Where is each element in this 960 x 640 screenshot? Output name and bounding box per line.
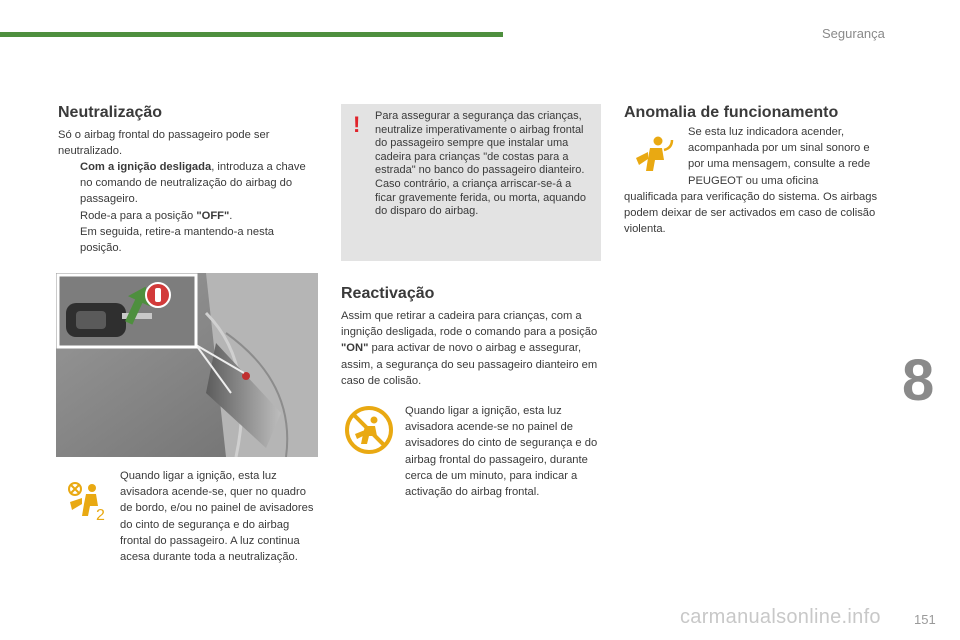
chapter-number: 8 — [902, 348, 935, 413]
watermark: carmanualsonline.info — [680, 606, 881, 628]
anomalia-text-indent: Se esta luz indicadora acender, acompanhada por um sinal sonoro e por uma mensagem, consulte a rede PEUGEOT ou uma oficina — [688, 126, 871, 187]
svg-text:2: 2 — [96, 507, 105, 522]
neutralizacao-steps — [58, 159, 308, 256]
step-3: Em seguida, retire-a mantendo-a nesta posição. — [80, 225, 275, 255]
airbag-switch-illustration — [56, 273, 318, 457]
page-number: 151 — [914, 612, 936, 627]
step-1: Com a ignição desligada, introduza a chave no comando de neutralização do airbag do passageiro. — [80, 161, 306, 206]
step-2: Rode-a para a posição "OFF". — [80, 209, 233, 222]
header-rule — [0, 32, 503, 37]
warning-text: Para assegurar a segurança das crianças, neutralize imperativamente o airbag frontal do passageiro sempre que instalar uma cadeira para crianças "de costas para a estrada" no banco do passageiro dianteiro. Caso contrário, a criança arriscar-se-á a ficar gravemente ferida, ou morta, aquando do disparo do airbag. — [375, 110, 586, 218]
airbag-fault-warning-icon — [632, 134, 676, 174]
neutralizacao-intro: Só o airbag frontal do passageiro pode ser neutralizado. — [58, 129, 270, 158]
child-safety-warning-box — [341, 104, 601, 261]
anomalia-title: Anomalia de funcionamento — [624, 104, 839, 121]
reactivacao-text: Assim que retirar a cadeira para crianças, com a ingnição desligada, rode o comando para a posição "ON" para activar de novo o airbag e assegurar, assim, a segurança do seu passageiro dianteiro em caso de colisão. — [341, 310, 598, 387]
anomalia-text-full: qualificada para verificação do sistema. Os airbags podem deixar de ser activados em caso de colisão violenta. — [624, 191, 878, 236]
airbag-on-warning-icon — [343, 404, 395, 456]
reactivacao-title: Reactivação — [341, 285, 435, 302]
reactivacao-light-text: Quando ligar a ignição, esta luz avisadora acende-se no painel de avisadores do cinto de segurança e do airbag frontal do passageiro, durante cerca de um minuto, para indicar a activação do airbag frontal. — [405, 405, 598, 499]
airbag-off-warning-icon — [62, 480, 110, 522]
section-title: Segurança — [822, 26, 885, 41]
warning-exclamation-icon: ! — [353, 112, 361, 137]
neutralizacao-light-text: Quando ligar a ignição, esta luz avisadora acende-se, quer no quadro de bordo, e/ou no painel de avisadores do cinto de segurança e do airbag frontal do passageiro. A luz continua acesa durante toda a neutralização. — [120, 470, 314, 564]
neutralizacao-title: Neutralização — [58, 104, 163, 121]
